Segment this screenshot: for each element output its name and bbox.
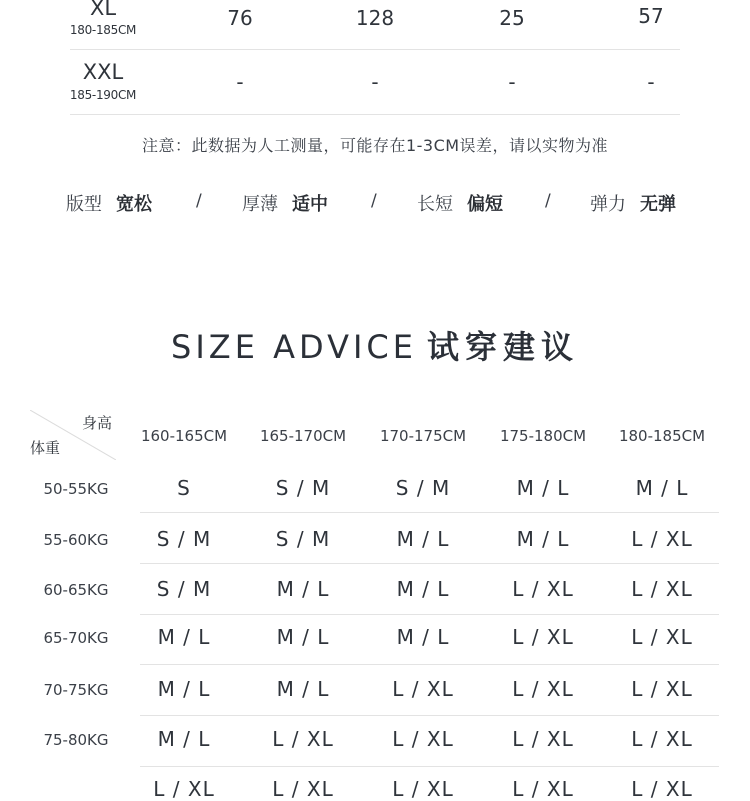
recommended-size-cell: M / L (276, 577, 330, 601)
grid-row-divider (140, 614, 719, 615)
size-value: 76 (227, 6, 253, 30)
height-column-header: 160-165CM (140, 427, 228, 445)
size-value: 57 (638, 4, 664, 28)
size-height-range: 185-190CM (69, 88, 137, 102)
size-value: 128 (355, 6, 395, 30)
recommended-size-cell: L / XL (392, 777, 454, 801)
recommended-size-cell: M / L (516, 527, 570, 551)
size-value: - (647, 70, 655, 94)
recommended-size-cell: M / L (396, 625, 450, 649)
attribute-length (417, 190, 503, 216)
attribute-value: 适中 (292, 194, 328, 215)
recommended-size-cell: L / XL (272, 727, 334, 751)
recommended-size-cell: M / L (396, 577, 450, 601)
attribute-label: 版型 (66, 194, 102, 215)
weight-row-header: 55-60KG (43, 531, 109, 549)
recommended-size-cell: M / L (276, 677, 330, 701)
grid-row-divider (140, 512, 719, 513)
weight-row-header: 75-80KG (43, 731, 109, 749)
recommended-size-cell: M / L (396, 527, 450, 551)
recommended-size-cell: S / M (156, 527, 212, 551)
height-column-header: 170-175CM (379, 427, 467, 445)
size-value: - (236, 70, 244, 94)
recommended-size-cell: L / XL (631, 577, 693, 601)
corner-height-label: 身高 (82, 414, 113, 432)
grid-row-divider (140, 715, 719, 716)
recommended-size-cell: M / L (157, 677, 211, 701)
row-divider (70, 49, 680, 50)
grid-row-divider (140, 563, 719, 564)
measurement-note: 注意：此数据为人工测量，可能存在1-3CM误差，请以实物为准 (141, 136, 609, 155)
recommended-size-cell: L / XL (631, 527, 693, 551)
recommended-size-cell: L / XL (512, 777, 574, 801)
size-name: XL (89, 0, 117, 20)
recommended-size-cell: L / XL (631, 625, 693, 649)
recommended-size-cell: S / M (275, 527, 331, 551)
recommended-size-cell: L / XL (512, 677, 574, 701)
height-column-header: 165-170CM (259, 427, 347, 445)
attribute-value: 宽松 (116, 194, 152, 215)
size-advice-title (0, 322, 750, 368)
attribute-value: 偏短 (467, 194, 503, 215)
weight-row-header: 70-75KG (43, 681, 109, 699)
recommended-size-cell: S / M (156, 577, 212, 601)
corner-weight-label: 体重 (30, 439, 61, 457)
recommended-size-cell: M / L (635, 476, 689, 500)
grid-row-divider (140, 766, 719, 767)
recommended-size-cell: L / XL (153, 777, 215, 801)
recommended-size-cell: M / L (516, 476, 570, 500)
recommended-size-cell: L / XL (631, 677, 693, 701)
attribute-elasticity (590, 190, 676, 216)
recommended-size-cell: M / L (157, 727, 211, 751)
recommended-size-cell: L / XL (512, 625, 574, 649)
attribute-separator: / (196, 191, 202, 211)
weight-row-header: 50-55KG (43, 480, 109, 498)
attribute-label: 厚薄 (242, 194, 278, 215)
size-value: - (508, 70, 516, 94)
size-value: - (371, 70, 379, 94)
size-height-range: 180-185CM (69, 23, 137, 37)
row-divider (70, 114, 680, 115)
size-advice-title-en: SIZE ADVICE (171, 328, 417, 366)
recommended-size-cell: M / L (157, 625, 211, 649)
height-column-header: 175-180CM (499, 427, 587, 445)
weight-row-header: 65-70KG (43, 629, 109, 647)
recommended-size-cell: L / XL (631, 727, 693, 751)
recommended-size-cell: S / M (275, 476, 331, 500)
recommended-size-cell: L / XL (631, 777, 693, 801)
attribute-fit (66, 190, 152, 216)
recommended-size-cell: L / XL (512, 727, 574, 751)
recommended-size-cell: L / XL (392, 727, 454, 751)
attribute-label: 弹力 (590, 194, 626, 215)
attribute-label: 长短 (417, 194, 453, 215)
recommended-size-cell: L / XL (392, 677, 454, 701)
recommended-size-cell: S (177, 476, 191, 500)
size-name: XXL (82, 60, 124, 84)
recommended-size-cell: S / M (395, 476, 451, 500)
grid-row-divider (140, 664, 719, 665)
size-advice-title-cn: 试穿建议 (426, 328, 579, 366)
weight-row-header: 60-65KG (43, 581, 109, 599)
recommended-size-cell: L / XL (272, 777, 334, 801)
height-column-header: 180-185CM (618, 427, 706, 445)
attribute-thickness (242, 190, 328, 216)
recommended-size-cell: L / XL (512, 577, 574, 601)
recommended-size-cell: M / L (276, 625, 330, 649)
size-value: 25 (499, 6, 525, 30)
attribute-separator: / (545, 191, 551, 211)
attribute-value: 无弹 (640, 194, 676, 215)
attribute-separator: / (371, 191, 377, 211)
